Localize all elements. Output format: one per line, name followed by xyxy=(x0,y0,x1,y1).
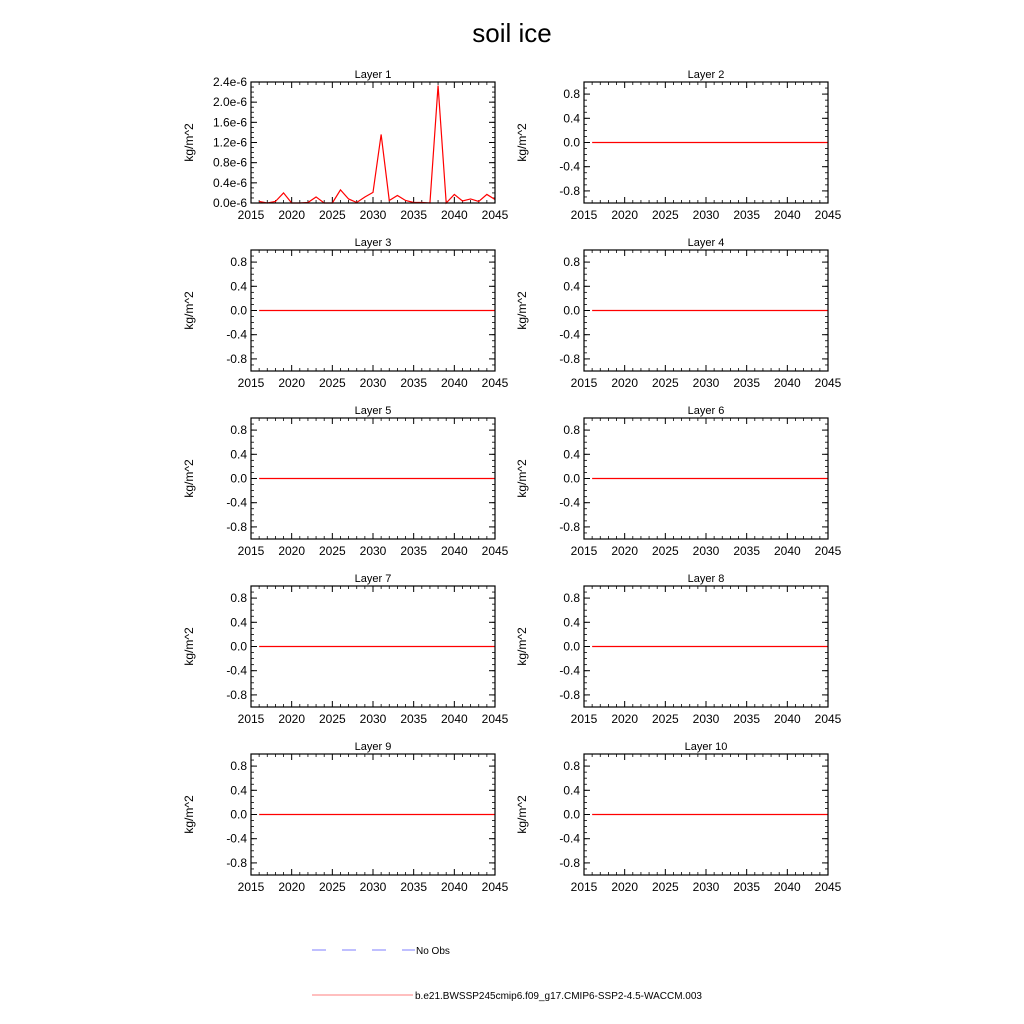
x-tick-label: 2040 xyxy=(440,544,468,558)
x-tick-label: 2025 xyxy=(651,712,679,726)
legend xyxy=(312,946,702,1002)
x-tick-label: 2040 xyxy=(773,712,801,726)
y-axis-label: kg/m^2 xyxy=(515,123,529,162)
y-tick-label: 0.8 xyxy=(563,759,580,774)
panel-layer-7 xyxy=(182,573,509,726)
x-tick-label: 2045 xyxy=(481,208,509,222)
x-tick-label: 2020 xyxy=(611,712,639,726)
y-tick-label: -0.4 xyxy=(559,327,580,342)
x-tick-label: 2030 xyxy=(692,376,720,390)
y-tick-label: 0.8 xyxy=(230,591,247,606)
panel-title: Layer 1 xyxy=(354,69,392,81)
x-tick-label: 2035 xyxy=(733,712,761,726)
y-tick-label: 0.4 xyxy=(563,615,580,630)
y-tick-label: -0.4 xyxy=(559,831,580,846)
x-tick-label: 2020 xyxy=(278,208,306,222)
x-tick-label: 2035 xyxy=(400,712,428,726)
x-tick-label: 2015 xyxy=(237,376,265,390)
x-tick-label: 2045 xyxy=(814,880,842,894)
x-tick-label: 2035 xyxy=(733,208,761,222)
panel-title: Layer 7 xyxy=(354,573,392,585)
x-tick-label: 2020 xyxy=(278,712,306,726)
y-tick-label: 0.4e-6 xyxy=(212,175,247,190)
y-axis-label: kg/m^2 xyxy=(182,291,196,330)
y-tick-label: -0.8 xyxy=(226,855,247,870)
y-axis-label: kg/m^2 xyxy=(182,459,196,498)
x-tick-label: 2015 xyxy=(570,376,598,390)
y-tick-label: 0.4 xyxy=(563,447,580,462)
x-tick-label: 2030 xyxy=(359,376,387,390)
y-axis-label: kg/m^2 xyxy=(515,795,529,834)
x-tick-label: 2025 xyxy=(651,544,679,558)
x-tick-label: 2045 xyxy=(481,376,509,390)
y-tick-label: 2.4e-6 xyxy=(212,75,247,89)
panel-title: Layer 3 xyxy=(354,237,392,249)
x-tick-label: 2030 xyxy=(692,544,720,558)
x-tick-label: 2045 xyxy=(481,880,509,894)
y-tick-label: 0.8 xyxy=(563,87,580,102)
series-line xyxy=(259,86,495,203)
figure-title: soil ice xyxy=(472,18,552,48)
x-tick-label: 2045 xyxy=(481,712,509,726)
x-tick-label: 2020 xyxy=(278,544,306,558)
y-axis-label: kg/m^2 xyxy=(182,795,196,834)
plot-frame xyxy=(251,82,495,203)
x-tick-label: 2045 xyxy=(814,208,842,222)
panel-layer-3 xyxy=(182,237,509,390)
x-tick-label: 2040 xyxy=(440,712,468,726)
y-axis-label: kg/m^2 xyxy=(515,459,529,498)
y-tick-label: -0.8 xyxy=(559,351,580,366)
x-tick-label: 2015 xyxy=(237,712,265,726)
x-tick-label: 2025 xyxy=(318,880,346,894)
x-tick-label: 2025 xyxy=(318,712,346,726)
y-tick-label: -0.4 xyxy=(559,663,580,678)
x-tick-label: 2030 xyxy=(359,208,387,222)
y-tick-label: -0.8 xyxy=(559,855,580,870)
y-tick-label: -0.4 xyxy=(559,159,580,174)
y-tick-label: 0.0 xyxy=(563,135,580,150)
x-tick-label: 2015 xyxy=(237,208,265,222)
y-tick-label: 1.6e-6 xyxy=(212,115,247,130)
y-tick-label: 0.0 xyxy=(230,303,247,318)
x-tick-label: 2025 xyxy=(651,376,679,390)
panel-title: Layer 5 xyxy=(354,405,392,417)
legend-obs-label: No Obs xyxy=(416,946,450,957)
y-tick-label: -0.4 xyxy=(226,663,247,678)
x-tick-label: 2030 xyxy=(359,712,387,726)
y-axis-label: kg/m^2 xyxy=(182,627,196,666)
panel-title: Layer 9 xyxy=(354,741,392,753)
x-tick-label: 2040 xyxy=(773,208,801,222)
x-tick-label: 2040 xyxy=(440,880,468,894)
y-axis-label: kg/m^2 xyxy=(515,291,529,330)
x-tick-label: 2020 xyxy=(611,208,639,222)
x-tick-label: 2040 xyxy=(773,880,801,894)
y-tick-label: 0.4 xyxy=(563,111,580,126)
y-tick-label: 2.0e-6 xyxy=(212,95,247,110)
panel-layer-8 xyxy=(515,573,842,726)
y-tick-label: 0.0 xyxy=(563,471,580,486)
x-tick-label: 2020 xyxy=(278,880,306,894)
x-tick-label: 2030 xyxy=(359,544,387,558)
x-tick-label: 2015 xyxy=(237,880,265,894)
y-tick-label: 1.2e-6 xyxy=(212,135,247,150)
x-tick-label: 2040 xyxy=(440,208,468,222)
y-tick-label: 0.0e-6 xyxy=(212,196,247,210)
panel-layer-9 xyxy=(182,741,509,894)
panel-title: Layer 10 xyxy=(684,741,728,753)
y-tick-label: 0.4 xyxy=(230,447,247,462)
x-tick-label: 2040 xyxy=(773,376,801,390)
x-tick-label: 2020 xyxy=(611,544,639,558)
y-tick-label: 0.8 xyxy=(230,759,247,774)
y-tick-label: 0.0 xyxy=(230,807,247,822)
x-tick-label: 2020 xyxy=(278,376,306,390)
x-tick-label: 2030 xyxy=(359,880,387,894)
y-tick-label: 0.0 xyxy=(230,471,247,486)
x-tick-label: 2035 xyxy=(400,880,428,894)
x-tick-label: 2035 xyxy=(400,544,428,558)
x-tick-label: 2030 xyxy=(692,712,720,726)
y-tick-label: 0.4 xyxy=(563,783,580,798)
panel-title: Layer 4 xyxy=(687,237,725,249)
y-tick-label: -0.8 xyxy=(226,351,247,366)
y-tick-label: 0.8e-6 xyxy=(212,155,247,170)
y-tick-label: -0.8 xyxy=(559,183,580,198)
y-tick-label: -0.4 xyxy=(226,495,247,510)
y-tick-label: -0.4 xyxy=(226,327,247,342)
panel-title: Layer 8 xyxy=(687,573,725,585)
x-tick-label: 2025 xyxy=(651,208,679,222)
x-tick-label: 2035 xyxy=(400,376,428,390)
x-tick-label: 2015 xyxy=(570,544,598,558)
x-tick-label: 2020 xyxy=(611,880,639,894)
panel-layer-10 xyxy=(515,741,842,894)
x-tick-label: 2035 xyxy=(733,880,761,894)
x-tick-label: 2035 xyxy=(733,376,761,390)
y-tick-label: 0.8 xyxy=(230,423,247,438)
panel-layer-6 xyxy=(515,405,842,558)
x-tick-label: 2045 xyxy=(814,712,842,726)
panel-layer-1 xyxy=(182,69,509,222)
x-tick-label: 2025 xyxy=(318,376,346,390)
panel-layer-2 xyxy=(515,69,842,222)
x-tick-label: 2015 xyxy=(570,208,598,222)
x-tick-label: 2025 xyxy=(651,880,679,894)
x-tick-label: 2015 xyxy=(237,544,265,558)
panel-title: Layer 2 xyxy=(687,69,725,81)
y-tick-label: 0.4 xyxy=(563,279,580,294)
x-tick-label: 2020 xyxy=(611,376,639,390)
panel-title: Layer 6 xyxy=(687,405,725,417)
x-tick-label: 2045 xyxy=(814,376,842,390)
panel-layer-4 xyxy=(515,237,842,390)
y-tick-label: -0.8 xyxy=(559,519,580,534)
y-tick-label: 0.0 xyxy=(563,807,580,822)
x-tick-label: 2025 xyxy=(318,544,346,558)
x-tick-label: 2045 xyxy=(814,544,842,558)
x-tick-label: 2035 xyxy=(733,544,761,558)
y-tick-label: 0.4 xyxy=(230,783,247,798)
x-tick-label: 2040 xyxy=(440,376,468,390)
x-tick-label: 2015 xyxy=(570,880,598,894)
y-tick-label: 0.8 xyxy=(230,255,247,270)
y-tick-label: 0.0 xyxy=(563,303,580,318)
y-tick-label: -0.4 xyxy=(559,495,580,510)
x-tick-label: 2030 xyxy=(692,880,720,894)
y-tick-label: -0.8 xyxy=(559,687,580,702)
y-tick-label: 0.0 xyxy=(563,639,580,654)
panel-layer-5 xyxy=(182,405,509,558)
y-tick-label: -0.8 xyxy=(226,687,247,702)
y-axis-label: kg/m^2 xyxy=(515,627,529,666)
y-axis-label: kg/m^2 xyxy=(182,123,196,162)
y-tick-label: -0.4 xyxy=(226,831,247,846)
x-tick-label: 2045 xyxy=(481,544,509,558)
x-tick-label: 2025 xyxy=(318,208,346,222)
y-tick-label: 0.0 xyxy=(230,639,247,654)
y-tick-label: 0.4 xyxy=(230,615,247,630)
x-tick-label: 2015 xyxy=(570,712,598,726)
y-tick-label: 0.8 xyxy=(563,591,580,606)
legend-model-label: b.e21.BWSSP245cmip6.f09_g17.CMIP6-SSP2-4.5-WACCM.003 xyxy=(415,991,702,1002)
x-tick-label: 2040 xyxy=(773,544,801,558)
y-tick-label: 0.8 xyxy=(563,255,580,270)
x-tick-label: 2030 xyxy=(692,208,720,222)
x-tick-label: 2035 xyxy=(400,208,428,222)
y-tick-label: 0.4 xyxy=(230,279,247,294)
y-tick-label: -0.8 xyxy=(226,519,247,534)
y-tick-label: 0.8 xyxy=(563,423,580,438)
